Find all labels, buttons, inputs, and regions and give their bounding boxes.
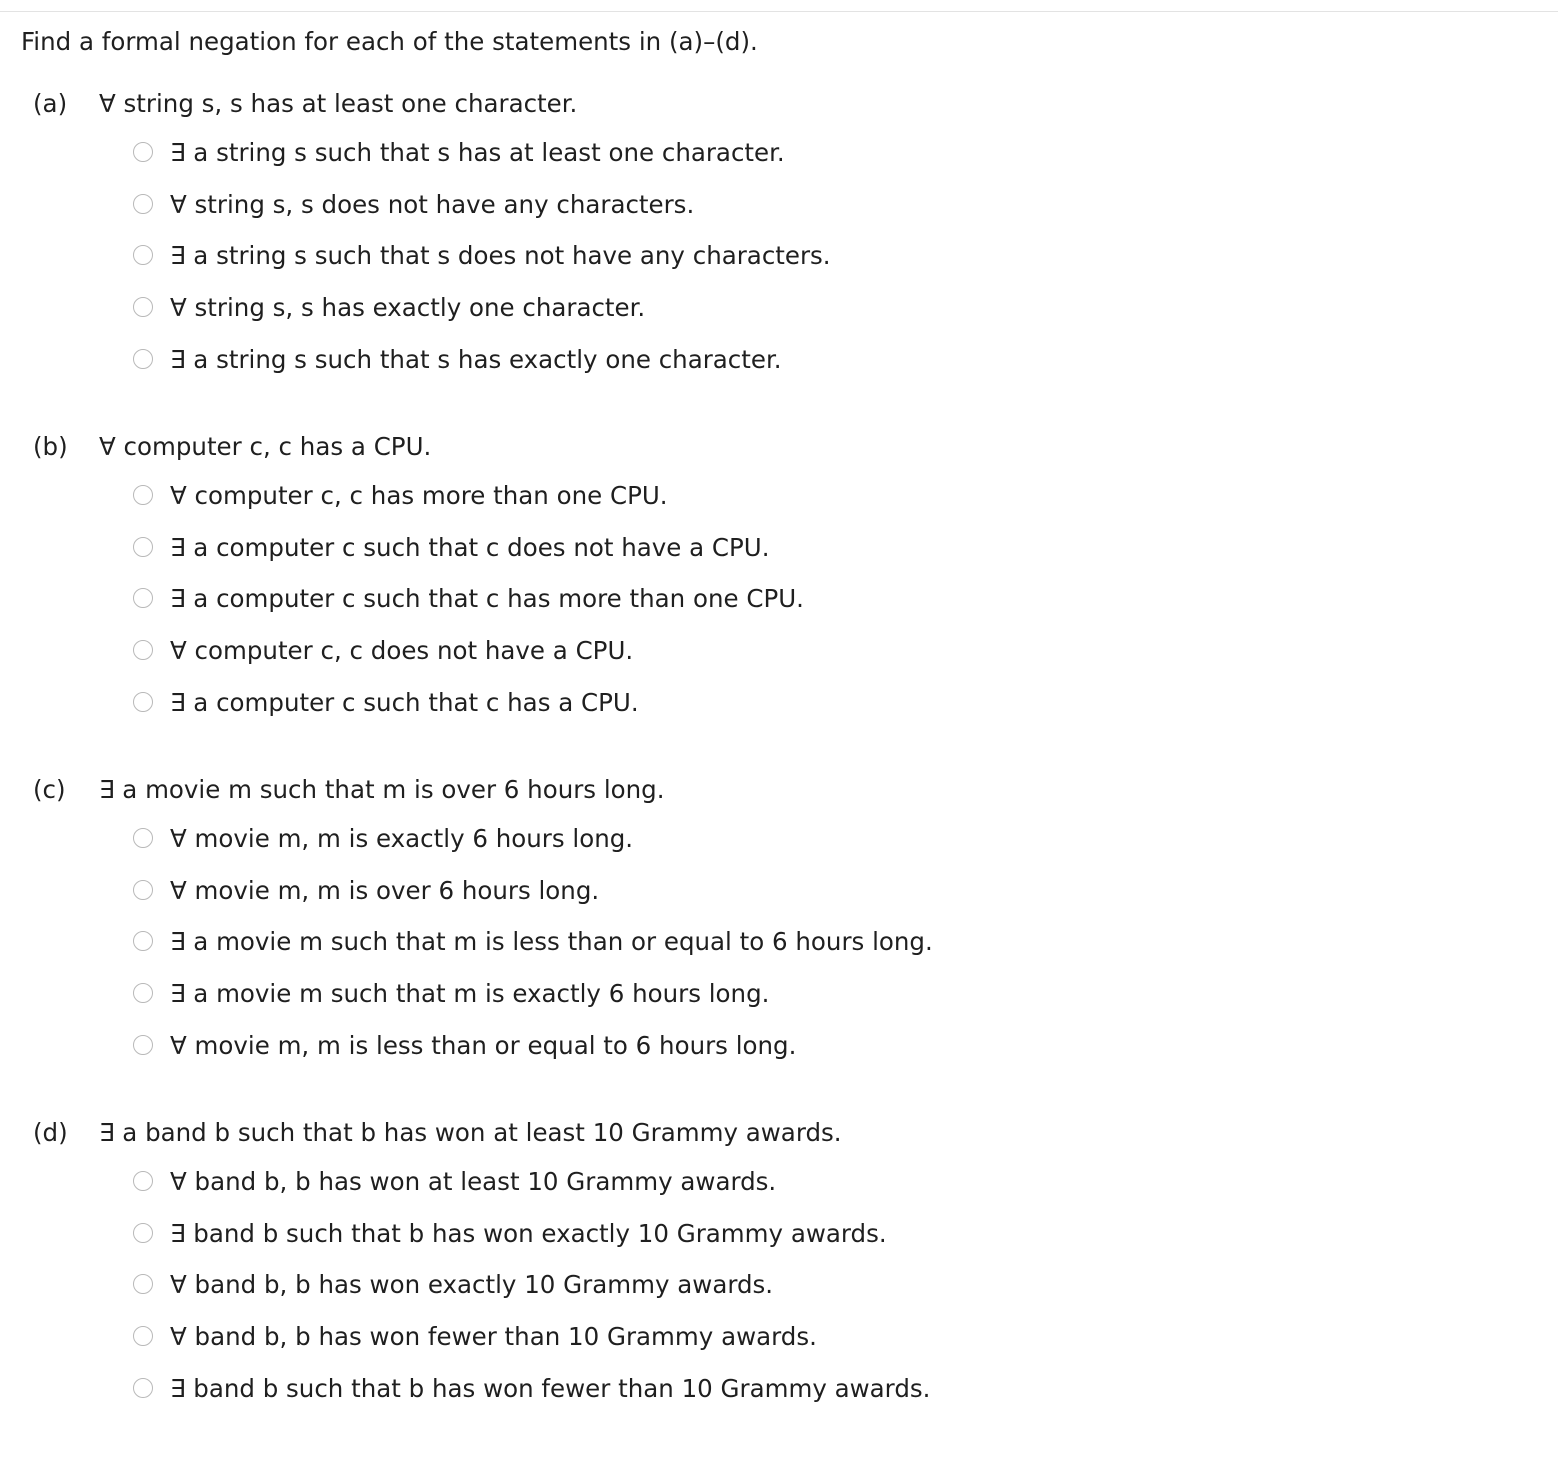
radio-button[interactable] [133,297,153,317]
part-d-label: (d) [33,1118,68,1147]
option-label: ∃ a movie m such that m is less than or equal to 6 hours long. [170,927,933,956]
part-d-statement: ∃ a band b such that b has won at least 10 Grammy awards. [99,1118,842,1147]
part-d-header [33,1117,842,1149]
part-d-option-2[interactable] [132,1218,1232,1250]
part-b-option-2[interactable] [132,532,1232,564]
option-label: ∀ band b, b has won at least 10 Grammy awards. [170,1167,777,1196]
radio-button[interactable] [133,880,153,900]
part-a-option-4[interactable] [132,292,1232,324]
part-b-option-3[interactable] [132,583,1232,615]
part-b-option-1[interactable] [132,480,1232,512]
part-c-label: (c) [33,775,66,804]
option-label: ∀ computer c, c has more than one CPU. [170,481,668,510]
part-b-option-5[interactable] [132,687,1232,719]
part-a-option-1[interactable] [132,137,1232,169]
part-b-header [33,431,431,463]
part-a-option-2[interactable] [132,189,1232,221]
option-label: ∀ movie m, m is exactly 6 hours long. [170,824,634,853]
option-label: ∃ a string s such that s does not have any characters. [170,241,831,270]
option-label: ∃ band b such that b has won fewer than 10 Grammy awards. [170,1374,931,1403]
part-a-header [33,88,577,120]
part-d-option-4[interactable] [132,1321,1232,1353]
part-b-label: (b) [33,432,68,461]
part-b-option-4[interactable] [132,635,1232,667]
part-c-option-2[interactable] [132,875,1232,907]
radio-button[interactable] [133,142,153,162]
radio-button[interactable] [133,692,153,712]
option-label: ∀ movie m, m is less than or equal to 6 hours long. [170,1031,797,1060]
radio-button[interactable] [133,194,153,214]
option-label: ∃ a string s such that s has at least one character. [170,138,785,167]
part-a-option-3[interactable] [132,240,1232,272]
part-c-option-4[interactable] [132,978,1232,1010]
option-label: ∀ string s, s has exactly one character. [170,293,646,322]
instructions: Find a formal negation for each of the statements in (a)–(d). [21,27,758,56]
part-d-option-5[interactable] [132,1373,1232,1405]
radio-button[interactable] [133,245,153,265]
part-c-option-1[interactable] [132,823,1232,855]
option-label: ∀ computer c, c does not have a CPU. [170,636,634,665]
option-label: ∀ string s, s does not have any characters. [170,190,695,219]
radio-button[interactable] [133,1326,153,1346]
option-label: ∃ a string s such that s has exactly one character. [170,345,782,374]
part-c-statement: ∃ a movie m such that m is over 6 hours long. [99,775,665,804]
part-a-label: (a) [33,89,68,118]
part-c-option-3[interactable] [132,926,1232,958]
part-d-option-3[interactable] [132,1269,1232,1301]
option-label: ∃ a computer c such that c has more than one CPU. [170,584,804,613]
option-label: ∀ movie m, m is over 6 hours long. [170,876,600,905]
radio-button[interactable] [133,588,153,608]
radio-button[interactable] [133,349,153,369]
option-label: ∃ a computer c such that c does not have a CPU. [170,533,770,562]
option-label: ∃ a movie m such that m is exactly 6 hours long. [170,979,770,1008]
radio-button[interactable] [133,1171,153,1191]
part-d-option-1[interactable] [132,1166,1232,1198]
radio-button[interactable] [133,1223,153,1243]
part-c-option-5[interactable] [132,1030,1232,1062]
radio-button[interactable] [133,828,153,848]
option-label: ∃ a computer c such that c has a CPU. [170,688,639,717]
part-c-header [33,774,665,806]
radio-button[interactable] [133,983,153,1003]
radio-button[interactable] [133,1378,153,1398]
radio-button[interactable] [133,1035,153,1055]
radio-button[interactable] [133,931,153,951]
part-a-option-5[interactable] [132,344,1232,376]
radio-button[interactable] [133,640,153,660]
option-label: ∃ band b such that b has won exactly 10 Grammy awards. [170,1219,887,1248]
top-divider [0,11,1558,12]
option-label: ∀ band b, b has won fewer than 10 Grammy awards. [170,1322,817,1351]
radio-button[interactable] [133,1274,153,1294]
radio-button[interactable] [133,485,153,505]
radio-button[interactable] [133,537,153,557]
option-label: ∀ band b, b has won exactly 10 Grammy awards. [170,1270,774,1299]
part-b-statement: ∀ computer c, c has a CPU. [99,432,432,461]
part-a-statement: ∀ string s, s has at least one character. [99,89,578,118]
